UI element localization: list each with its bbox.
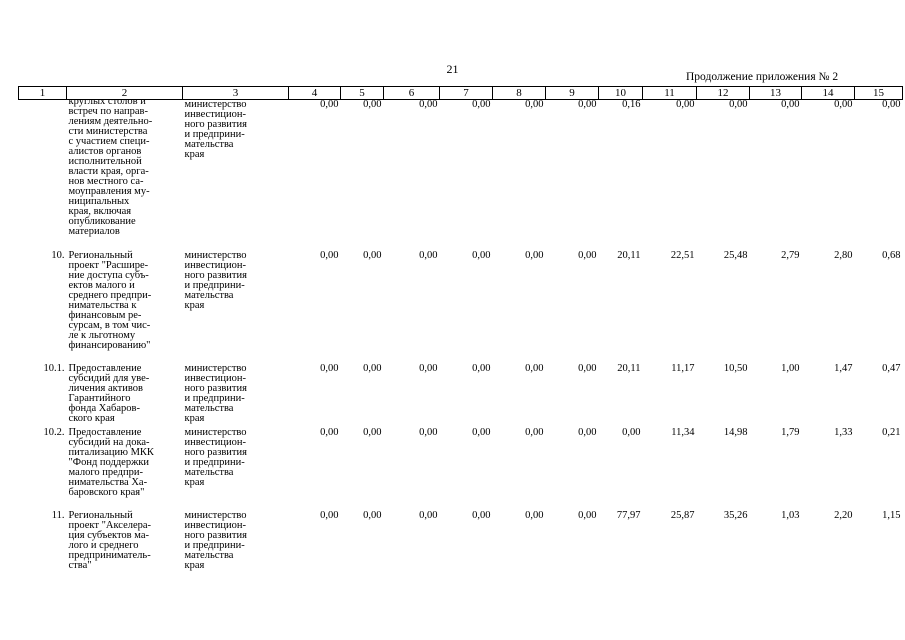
column-header: 11 [643, 87, 697, 100]
value-cell: 0,00 [419, 510, 438, 521]
value-cell: 0,00 [578, 427, 597, 438]
column-header: 5 [341, 87, 384, 100]
value-cell: 0,00 [472, 427, 491, 438]
value-cell: 0,00 [834, 99, 853, 110]
value-cell: 0,00 [419, 363, 438, 374]
value-cell: 0,00 [472, 510, 491, 521]
value-cell: 1,33 [834, 427, 853, 438]
value-cell: 0,00 [472, 363, 491, 374]
row-index: 11. [51, 510, 65, 521]
value-cell: 0,00 [472, 99, 491, 110]
value-cell: 0,00 [525, 363, 544, 374]
value-cell: 0,00 [472, 250, 491, 261]
measure-name: Предоставление субсидий для уве- личения активов Гарантийного фонда Хабаров- ского края [68, 363, 150, 424]
measure-name: круглых столов и встреч по направ- лениям деятельно- сти министерства с участием специ- алистов органов исполнительной власти края, орга- нов местного са- моуправления му- ниципальных края, включая опубликование материалов [68, 96, 153, 237]
value-cell: 0,00 [363, 427, 382, 438]
value-cell: 0,00 [578, 250, 597, 261]
value-cell: 11,17 [671, 363, 695, 374]
value-cell: 0,00 [525, 510, 544, 521]
column-header: 8 [493, 87, 546, 100]
value-cell: 0,00 [320, 427, 339, 438]
value-cell: 0,00 [363, 99, 382, 110]
measure-name: Предоставление субсидий на дока- питализацию МКК "Фонд поддержки малого предпри- нимательства Ха- баровского края" [68, 427, 154, 498]
row-index: 10.2. [43, 427, 65, 438]
value-cell: 0,00 [363, 510, 382, 521]
value-cell: 1,00 [781, 363, 800, 374]
value-cell: 0,00 [320, 510, 339, 521]
value-cell: 0,00 [320, 99, 339, 110]
column-header: 4 [289, 87, 341, 100]
value-cell: 22,51 [670, 250, 695, 261]
measure-name: Региональный проект "Расшире- ние доступа субъ- ектов малого и среднего предпри- нимательства к финансовым ре- сурсам, в том чис- ле к льготному финансированию" [68, 250, 152, 351]
value-cell: 0,00 [729, 99, 748, 110]
table-row [19, 511, 903, 573]
executor: министерство инвестицион- ного развития и предприни- мательства края [184, 250, 247, 311]
value-cell: 0,00 [578, 99, 597, 110]
table-row [19, 428, 903, 511]
value-cell: 0,00 [320, 363, 339, 374]
executor: министерство инвестицион- ного развития и предприни- мательства края [184, 363, 247, 424]
value-cell: 0,00 [363, 363, 382, 374]
budget-table [18, 86, 903, 573]
table-row [19, 364, 903, 428]
value-cell: 1,79 [781, 427, 800, 438]
table-row [19, 251, 903, 364]
value-cell: 0,00 [363, 250, 382, 261]
value-cell: 0,00 [578, 510, 597, 521]
value-cell: 0,00 [622, 427, 641, 438]
value-cell: 1,15 [882, 510, 901, 521]
column-header: 6 [384, 87, 440, 100]
value-cell: 0,00 [419, 250, 438, 261]
value-cell: 0,68 [882, 250, 901, 261]
value-cell: 0,00 [419, 99, 438, 110]
row-index: 10. [51, 250, 65, 261]
value-cell: 0,00 [525, 427, 544, 438]
table-row [19, 100, 903, 252]
continuation-note: Продолжение приложения № 2 [686, 71, 839, 83]
value-cell: 35,26 [723, 510, 748, 521]
value-cell: 2,80 [834, 250, 853, 261]
executor: министерство инвестицион- ного развития и предприни- мательства края [184, 510, 247, 571]
value-cell: 77,97 [616, 510, 641, 521]
column-header: 7 [440, 87, 493, 100]
column-header: 1 [19, 87, 67, 100]
value-cell: 0,16 [622, 99, 641, 110]
value-cell: 0,21 [882, 427, 901, 438]
value-cell: 0,00 [419, 427, 438, 438]
column-header: 3 [183, 87, 289, 100]
value-cell: 1,03 [781, 510, 800, 521]
value-cell: 10,50 [723, 363, 748, 374]
measure-name: Региональный проект "Акселера- ция субъектов ма- лого и среднего предприниматель- ства" [68, 510, 152, 571]
value-cell: 0,00 [882, 99, 901, 110]
row-index: 10.1. [43, 363, 65, 374]
row-index [19, 100, 67, 252]
value-cell: 0,00 [676, 99, 695, 110]
value-cell: 1,47 [834, 363, 853, 374]
column-header: 12 [697, 87, 750, 100]
executor: министерство инвестицион- ного развития и предприни- мательства края [184, 99, 247, 160]
value-cell: 0,00 [525, 99, 544, 110]
value-cell: 0,47 [882, 363, 901, 374]
value-cell: 0,00 [525, 250, 544, 261]
value-cell: 0,00 [781, 99, 800, 110]
value-cell: 20,11 [617, 250, 641, 261]
value-cell: 0,00 [578, 363, 597, 374]
executor: министерство инвестицион- ного развития и предприни- мательства края [184, 427, 247, 488]
value-cell: 11,34 [671, 427, 695, 438]
value-cell: 0,00 [320, 250, 339, 261]
value-cell: 14,98 [723, 427, 748, 438]
value-cell: 2,20 [834, 510, 853, 521]
value-cell: 2,79 [781, 250, 800, 261]
column-header: 14 [802, 87, 855, 100]
value-cell: 25,87 [670, 510, 695, 521]
column-header: 9 [546, 87, 599, 100]
value-cell: 25,48 [723, 250, 748, 261]
column-header: 15 [855, 87, 903, 100]
column-header: 13 [750, 87, 802, 100]
column-header: 10 [599, 87, 643, 100]
value-cell: 20,11 [617, 363, 641, 374]
page-number: 21 [446, 62, 459, 76]
column-header: 2 [67, 87, 183, 100]
